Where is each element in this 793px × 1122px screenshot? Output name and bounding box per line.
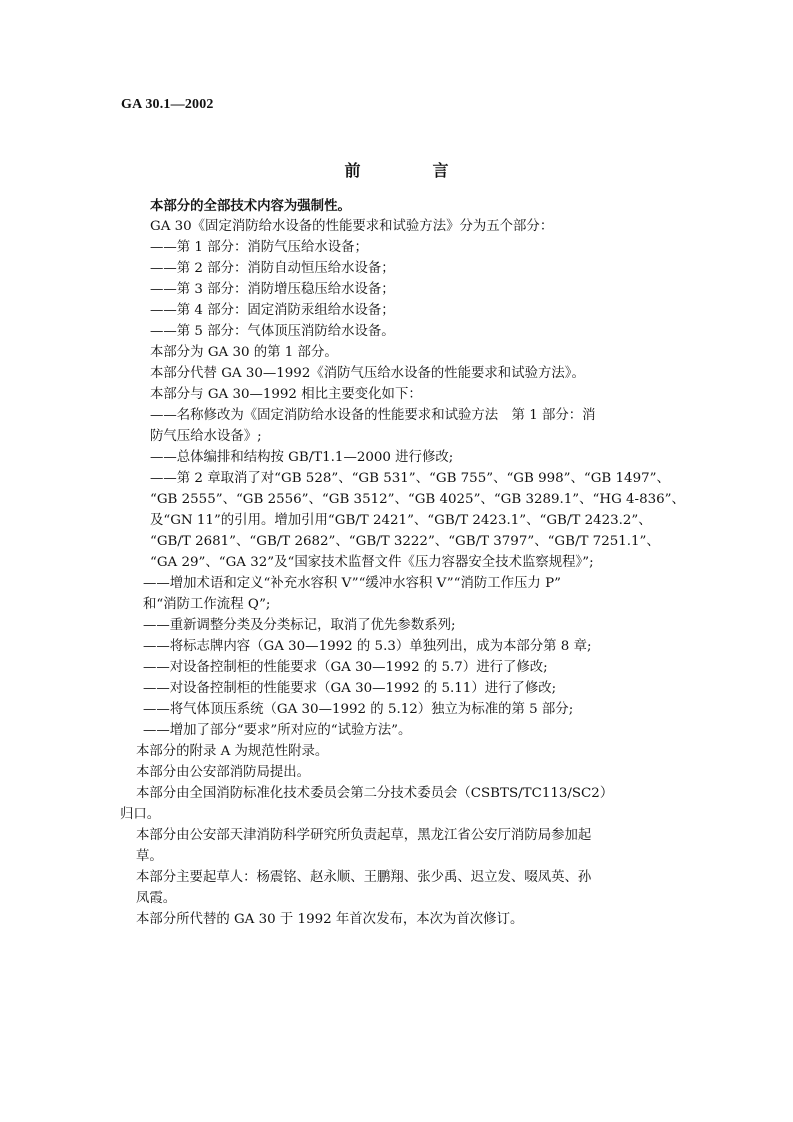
paragraph-line-continuation: 归口。 [120,807,161,822]
paragraph-line: 本部分的附录 A 为规范性附录。 [136,744,329,759]
paragraph-line: 本部分所代替的 GA 30 于 1992 年首次发布，本次为首次修订。 [136,912,524,927]
list-item: ——将标志牌内容（GA 30—1992 的 5.3）单独列出，成为本部分第 8 章; [143,639,592,654]
list-item: ——总体编排和结构按 GB/T1.1—2000 进行修改; [150,450,454,465]
list-item-continuation: 防气压给水设备》; [150,429,262,444]
document-code: GA 30.1—2002 [121,97,214,112]
list-item: ——增加了部分“要求”所对应的“试验方法”。 [143,723,412,738]
paragraph-line: 本部分代替 GA 30—1992《消防气压给水设备的性能要求和试验方法》。 [150,366,585,381]
paragraph-line: 本部分与 GA 30—1992 相比主要变化如下： [150,387,422,402]
list-item: ——第 2 章取消了对“GB 528”、“GB 531”、“GB 755”、“GB 998”、“GB 1497”、 [150,471,670,486]
list-item: ——重新调整分类及分类标记，取消了优先参数系列; [143,618,456,633]
paragraph-line: 本部分为 GA 30 的第 1 部分。 [150,345,338,360]
paragraph-line: 本部分主要起草人：杨震铭、赵永顺、王鹏翔、张少禹、迟立发、啜凤英、孙 [136,870,592,885]
paragraph-line: 本部分由公安部天津消防科学研究所负责起草，黑龙江省公安厅消防局参加起 [136,828,592,843]
list-item-continuation: 及“GN 11”的引用。增加引用“GB/T 2421”、“GB/T 2423.1”、“GB/T 2423.2”、 [150,513,652,528]
list-item: ——第 2 部分：消防自动恒压给水设备； [150,261,395,276]
page-title: 前 言 [344,161,477,180]
list-item-continuation: “GA 29”、“GA 32”及“国家技术监督文件《压力容器安全技术监察规程》”; [150,555,594,570]
paragraph-line: 本部分的全部技术内容为强制性。 [150,198,351,214]
paragraph-line-continuation: 草。 [136,849,163,864]
list-item: ——第 1 部分：消防气压给水设备； [150,240,368,255]
list-item-continuation: 和“消防工作流程 Q”; [143,597,271,612]
paragraph-line: 本部分由全国消防标准化技术委员会第二分技术委员会（CSBTS/TC113/SC2） [136,786,614,801]
list-item: ——对设备控制柜的性能要求（GA 30—1992 的 5.11）进行了修改; [143,681,557,696]
paragraph-line-continuation: 凤霞。 [136,891,177,906]
list-item: ——名称修改为《固定消防给水设备的性能要求和试验方法 第 1 部分：消 [150,408,596,423]
list-item: ——第 4 部分：固定消防汞组给水设备； [150,303,395,318]
paragraph-line: 本部分由公安部消防局提出。 [136,765,311,780]
list-item: ——对设备控制柜的性能要求（GA 30—1992 的 5.7）进行了修改; [143,660,548,675]
paragraph-line: GA 30《固定消防给水设备的性能要求和试验方法》分为五个部分： [150,219,554,234]
list-item: ——第 3 部分：消防增压稳压给水设备； [150,282,395,297]
list-item: ——增加术语和定义“补充水容积 V”“缓冲水容积 V”“消防工作压力 P” [143,576,561,591]
list-item-continuation: “GB/T 2681”、“GB/T 2682”、“GB/T 3222”、“GB/T 3797”、“GB/T 7251.1”、 [150,534,660,549]
list-item: ——第 5 部分：气体顶压消防给水设备。 [150,324,395,339]
list-item: ——将气体顶压系统（GA 30—1992 的 5.12）独立为标准的第 5 部分; [143,702,574,717]
list-item-continuation: “GB 2555”、“GB 2556”、“GB 3512”、“GB 4025”、“GB 3289.1”、“HG 4-836”、 [150,492,685,507]
